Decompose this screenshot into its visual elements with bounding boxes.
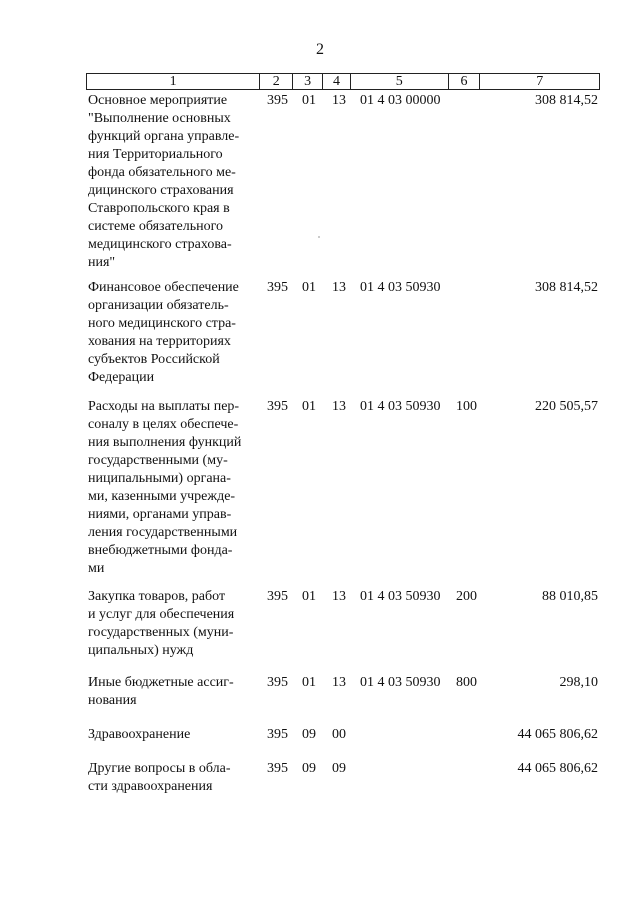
row-section-code: 01: [302, 675, 316, 690]
row-name: Основное мероприятие "Выполнение основных функций органа управле- ния Территориального фонда обязательного ме- дицинского страхования Ставропольского края в системе обязательного медицинского страхова- ния": [88, 93, 240, 270]
row-name: Здравоохранение: [88, 727, 191, 742]
header-col-6: 6: [449, 74, 481, 89]
row-name: Закупка товаров, работ и услуг для обеспечения государственных (муни- ципальных) нужд: [88, 589, 235, 658]
row-target-article: 01 4 03 50930: [360, 280, 441, 295]
row-subsection-code: 13: [332, 675, 346, 690]
header-col-7: 7: [536, 74, 544, 89]
table-header: [86, 73, 600, 90]
row-amount: 220 505,57: [535, 399, 598, 414]
row-admin-code: 395: [267, 399, 288, 414]
header-col-4: 4: [323, 74, 351, 89]
row-subsection-code: 13: [332, 93, 346, 108]
row-amount: 298,10: [559, 675, 598, 690]
row-expense-type: 200: [456, 589, 477, 604]
row-amount: 44 065 806,62: [517, 761, 598, 776]
row-admin-code: 395: [267, 761, 288, 776]
row-amount: 308 814,52: [535, 93, 598, 108]
header-col-5: 5: [351, 74, 449, 89]
page-number: 2: [316, 41, 324, 58]
row-admin-code: 395: [267, 727, 288, 742]
row-target-article: 01 4 03 50930: [360, 675, 441, 690]
scan-speck: [318, 236, 320, 238]
row-section-code: 01: [302, 280, 316, 295]
row-subsection-code: 13: [332, 280, 346, 295]
row-section-code: 01: [302, 93, 316, 108]
row-name: Другие вопросы в обла- сти здравоохранения: [88, 761, 231, 794]
row-admin-code: 395: [267, 589, 288, 604]
row-target-article: 01 4 03 00000: [360, 93, 441, 108]
row-section-code: 01: [302, 399, 316, 414]
row-expense-type: 100: [456, 399, 477, 414]
row-amount: 308 814,52: [535, 280, 598, 295]
row-section-code: 09: [302, 761, 316, 776]
row-admin-code: 395: [267, 675, 288, 690]
row-admin-code: 395: [267, 93, 288, 108]
row-amount: 44 065 806,62: [517, 727, 598, 742]
row-name: Иные бюджетные ассиг- нования: [88, 675, 234, 708]
row-admin-code: 395: [267, 280, 288, 295]
row-target-article: 01 4 03 50930: [360, 589, 441, 604]
header-col-3: 3: [293, 74, 323, 89]
header-col-2: 2: [260, 74, 293, 89]
header-col-1: 1: [87, 74, 260, 89]
row-subsection-code: 13: [332, 589, 346, 604]
row-subsection-code: 09: [332, 761, 346, 776]
row-expense-type: 800: [456, 675, 477, 690]
row-subsection-code: 00: [332, 727, 346, 742]
row-subsection-code: 13: [332, 399, 346, 414]
row-amount: 88 010,85: [542, 589, 598, 604]
row-section-code: 01: [302, 589, 316, 604]
row-section-code: 09: [302, 727, 316, 742]
row-name: Расходы на выплаты пер- соналу в целях обеспече- ния выполнения функций государственными (му- ниципальными) органа- ми, казенными учрежде- ниями, органами управ- ления государственными внебюджетными фонда- ми: [88, 399, 242, 576]
row-target-article: 01 4 03 50930: [360, 399, 441, 414]
row-name: Финансовое обеспечение организации обязатель- ного медицинского стра- хования на территориях субъектов Российской Федерации: [88, 280, 239, 385]
